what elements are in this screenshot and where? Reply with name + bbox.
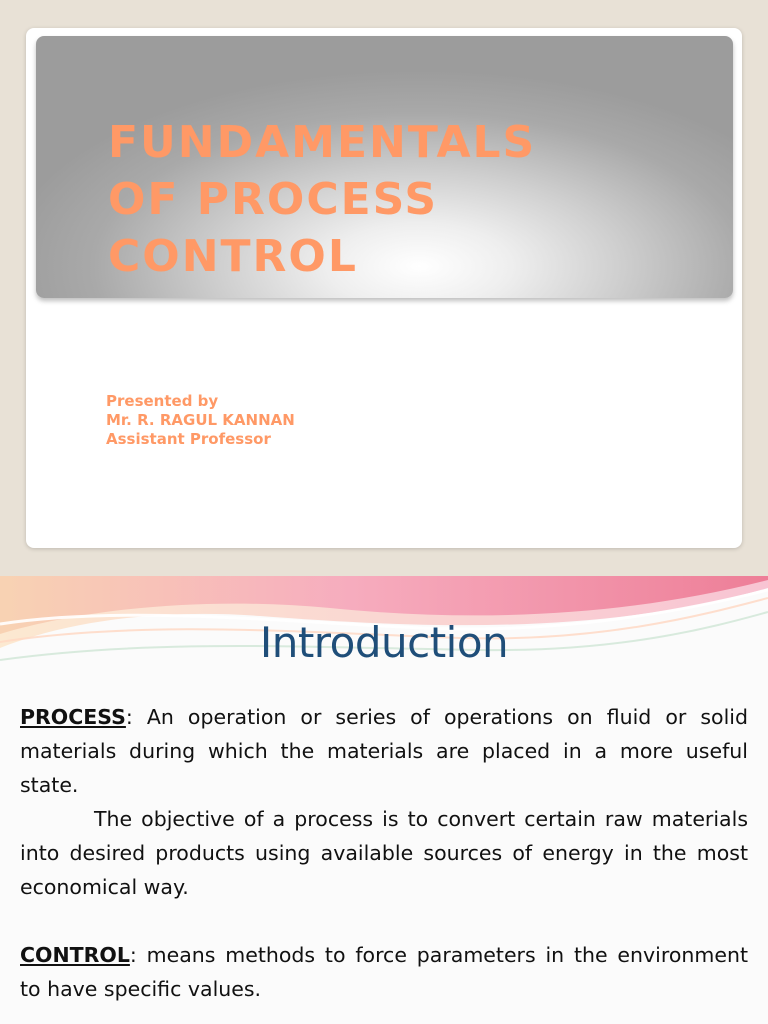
- presenter-role: Assistant Professor: [106, 430, 271, 448]
- introduction-slide: [0, 576, 768, 1024]
- process-definition-text: An operation or series of operations on fluid or solid materials during which the materials are placed in a more useful state.: [20, 705, 748, 797]
- control-definition: [20, 938, 748, 1006]
- paragraph-spacer: [20, 904, 748, 938]
- presenter-info: [106, 392, 295, 449]
- slide-body: [20, 700, 748, 1006]
- control-term: CONTROL: [20, 943, 130, 967]
- control-separator: :: [129, 943, 137, 967]
- objective-paragraph: The objective of a process is to convert certain raw materials into desired products using available sources of energy in the most economical way.: [20, 807, 748, 899]
- slide-heading: Introduction: [259, 618, 509, 667]
- presenter-name: Mr. R. RAGUL KANNAN: [106, 411, 295, 429]
- process-definition: [20, 700, 748, 802]
- process-separator: :: [125, 705, 133, 729]
- title-slide: [26, 28, 742, 548]
- presented-by-label: Presented by: [106, 392, 219, 410]
- process-term: PROCESS: [20, 705, 126, 729]
- slide-title: FUNDAMENTALS OF PROCESS CONTROL: [108, 117, 537, 282]
- title-banner: [36, 36, 733, 298]
- control-definition-text: means methods to force parameters in the environment to have specific values.: [20, 943, 748, 1001]
